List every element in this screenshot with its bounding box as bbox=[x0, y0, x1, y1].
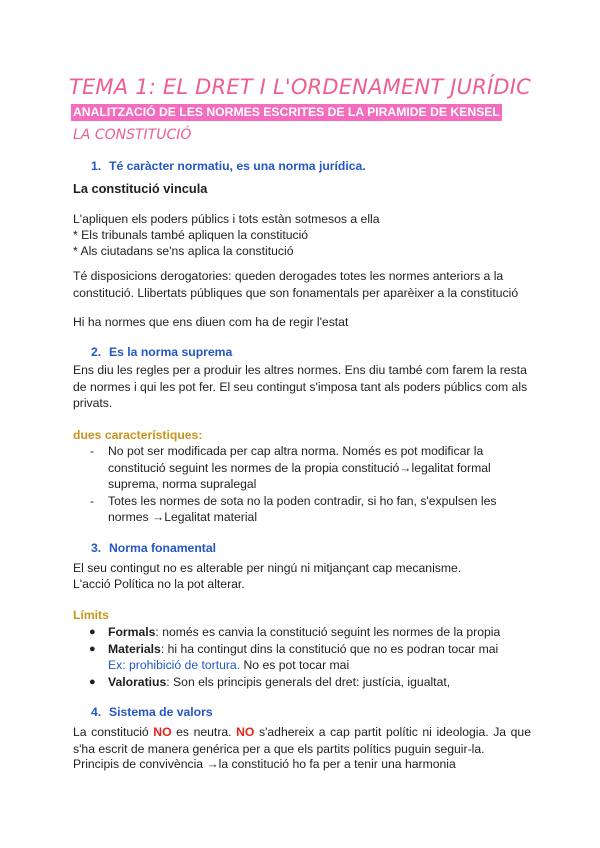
section-1-paragraph-4: Té disposicions derogatories: queden derogades totes les normes anteriors a la constitució. Llibertats públiques que son fonamentals per aparèixer a la constitució bbox=[73, 269, 519, 300]
section-4-heading bbox=[91, 704, 213, 721]
limit-text: : només es canvia la constitució seguint les normes de la propia bbox=[155, 625, 501, 639]
section-3-heading bbox=[91, 540, 216, 557]
characteristics-list bbox=[73, 443, 513, 526]
list-item bbox=[73, 443, 513, 493]
limit-term: Materials bbox=[108, 641, 161, 656]
limits-list bbox=[73, 624, 533, 690]
section-1-paragraph-3: * Als ciutadans se'ns aplica la constitució bbox=[73, 244, 294, 258]
dash-marker: - bbox=[90, 493, 95, 508]
section-2-number: 2. bbox=[91, 345, 102, 359]
no-emphasis-1: NO bbox=[153, 725, 172, 739]
section-2-title: Es la norma suprema bbox=[109, 345, 233, 359]
section-1-bold-line: La constitució vincula bbox=[73, 181, 208, 196]
section-4-number: 4. bbox=[91, 705, 102, 719]
section-4-text-b: es neutra. bbox=[171, 725, 237, 739]
list-item bbox=[73, 641, 533, 674]
dash-marker: - bbox=[90, 444, 95, 458]
limit-term: Formals bbox=[108, 625, 156, 639]
limit-example-note: No es pot tocar mai bbox=[240, 658, 350, 672]
section-4-paragraph-1 bbox=[73, 724, 531, 757]
section-1-paragraph-1: L'apliquen els poders públics i tots estàn sotmesos a ella bbox=[73, 212, 380, 226]
section-2-subheading: dues característiques: bbox=[73, 428, 203, 442]
section-4-paragraph-2: Principis de convivència →la constitució ho fa per a tenir una harmonia bbox=[73, 757, 456, 771]
section-2-heading bbox=[91, 344, 232, 361]
section-1-heading bbox=[91, 158, 366, 175]
limit-text: : hi ha contingut dins la constitució que no es podran tocar mai bbox=[160, 641, 499, 656]
list-item bbox=[73, 674, 533, 691]
limit-example: Ex: prohibició de tortura. bbox=[108, 658, 241, 672]
bullet-marker: ● bbox=[89, 642, 96, 655]
section-1-paragraph-2: * Els tribunals també apliquen la constitució bbox=[73, 228, 309, 242]
section-3-paragraph-2: L'acció Política no la pot alterar. bbox=[73, 577, 245, 591]
section-1-number: 1. bbox=[91, 159, 102, 173]
document-title: TEMA 1: EL DRET I L'ORDENAMENT JURÍDIC bbox=[68, 75, 532, 99]
limit-text: : Son els principis generals del dret: justícia, igualtat, bbox=[166, 674, 451, 689]
section-3-number: 3. bbox=[91, 541, 102, 555]
section-4-text-a: La constitució bbox=[73, 725, 154, 739]
list-item-text: Totes les normes de sota no la poden contradir, si ho fan, s'expulsen les normes →Legalitat material bbox=[108, 493, 497, 524]
section-1-title: Té caràcter normatiu, es una norma jurídica. bbox=[109, 159, 366, 173]
list-item bbox=[73, 624, 533, 641]
bullet-marker: ● bbox=[89, 626, 96, 638]
list-item-text: No pot ser modificada per cap altra norma. Només es pot modificar la constitució seguint les normes de la propia constitució→legalitat formal suprema, norma supralegal bbox=[108, 444, 491, 491]
section-1-paragraph-5: Hi ha normes que ens diuen com ha de regir l'estat bbox=[73, 315, 349, 329]
section-3-subheading: Límits bbox=[73, 608, 109, 622]
list-item bbox=[73, 493, 513, 526]
highlighted-heading: ANALITZACIÓ DE LES NORMES ESCRITES DE LA PIRAMIDE DE KENSEL bbox=[73, 105, 500, 119]
no-emphasis-2: NO bbox=[236, 725, 255, 739]
limit-term: Valoratius bbox=[108, 674, 167, 689]
section-subtitle: LA CONSTITUCIÓ bbox=[73, 127, 192, 143]
section-3-title: Norma fonamental bbox=[109, 541, 216, 555]
section-4-text-c: s'adhereix a cap partit polític ni ideologia. Ja que s'ha escrit de manera genérica per a que els partits polítics puguin seguir-la. bbox=[73, 725, 531, 756]
bullet-marker: ● bbox=[89, 675, 96, 688]
section-4-title: Sistema de valors bbox=[109, 705, 213, 719]
section-3-paragraph-1: El seu contingut no es alterable per ningú ni mitjançant cap mecanisme. bbox=[73, 561, 462, 575]
section-2-paragraph-1: Ens diu les regles per a produir les altres normes. Ens diu també com farem la resta de normes i qui les pot fer. El seu contingut s'imposa tant als poders públics com als privats. bbox=[73, 363, 528, 410]
